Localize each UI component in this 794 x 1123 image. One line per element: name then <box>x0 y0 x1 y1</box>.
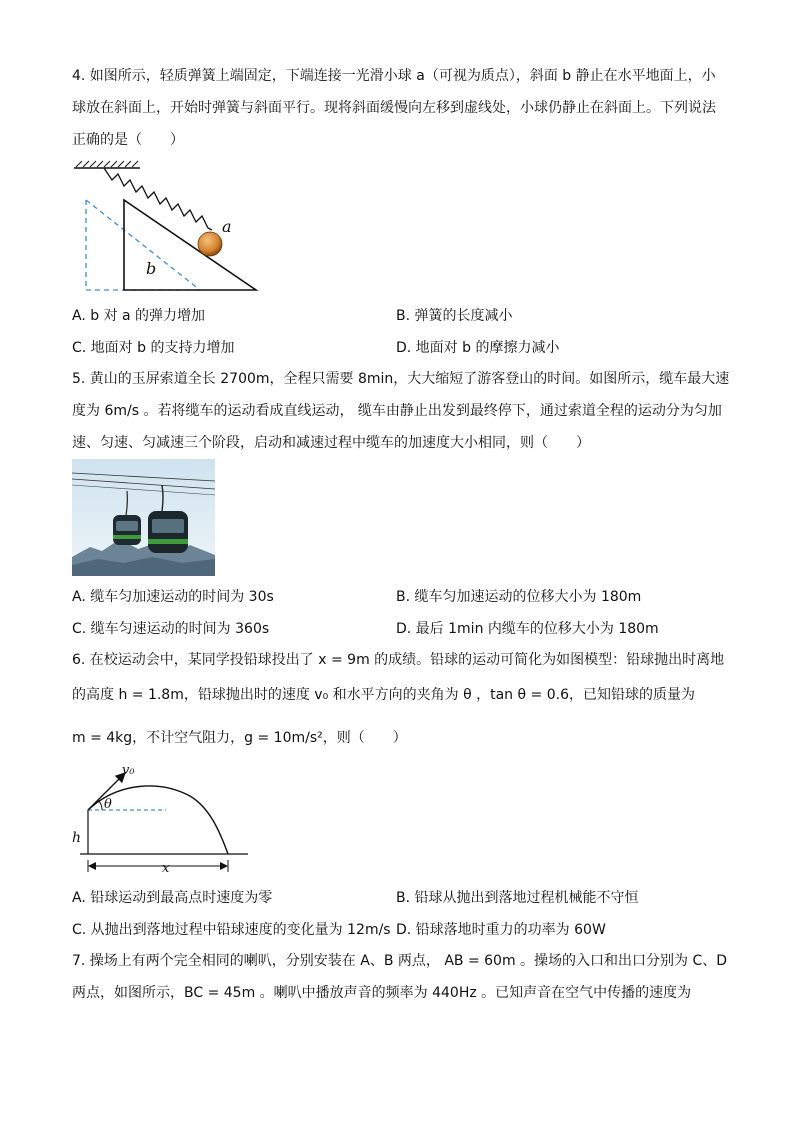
q5-stem-line-3: 速、匀速、匀减速三个阶段，启动和减速过程中缆车的加速度大小相同，则（ ） <box>72 435 590 451</box>
q4-option-d: D. 地面对 b 的摩擦力减小 <box>396 340 560 356</box>
q6-option-d: D. 铅球落地时重力的功率为 60W <box>396 922 606 938</box>
q4-stem-line-1: 4. 如图所示，轻质弹簧上端固定，下端连接一光滑小球 a（可视为质点），斜面 b 静止在水平地面上，小 <box>72 68 716 84</box>
q6-distance-label: x <box>162 861 170 876</box>
q4-option-a: A. b 对 a 的弹力增加 <box>72 308 206 324</box>
q5-stem-line-2: 度为 6m/s 。若将缆车的运动看成直线运动， 缆车由静止出发到最终停下，通过索道全程的运动分为匀加 <box>72 403 722 419</box>
q4-figure-spring-incline <box>70 160 270 295</box>
q6-shot-put-trajectory <box>70 762 250 877</box>
q5-option-a: A. 缆车匀加速运动的时间为 30s <box>72 589 274 605</box>
q4-ball-label: a <box>222 217 232 236</box>
q6-option-a: A. 铅球运动到最高点时速度为零 <box>72 890 273 906</box>
q6-option-b: B. 铅球从抛出到落地过程机械能不守恒 <box>396 890 639 906</box>
q5-stem-line-1: 5. 黄山的玉屏索道全长 2700m，全程只需要 8min，大大缩短了游客登山的时间。如图所示，缆车最大速 <box>72 371 730 387</box>
q6-option-c: C. 从抛出到落地过程中铅球速度的变化量为 12m/s <box>72 922 391 938</box>
q5-option-d: D. 最后 1min 内缆车的位移大小为 180m <box>396 621 659 637</box>
q6-stem-line-1: 6. 在校运动会中，某同学投铅球投出了 x = 9m 的成绩。铅球的运动可简化为如图模型：铅球抛出时离地 <box>72 652 725 668</box>
q4-option-c: C. 地面对 b 的支持力增加 <box>72 340 235 356</box>
q6-height-label: h <box>72 830 82 846</box>
q5-option-b: B. 缆车匀加速运动的位移大小为 180m <box>396 589 642 605</box>
q7-stem-line-2: 两点，如图所示，BC = 45m 。喇叭中播放声音的频率为 440Hz 。已知声音在空气中传播的速度为 <box>72 985 692 1001</box>
q6-stem-line-2: 的高度 h = 1.8m，铅球抛出时的速度 v₀ 和水平方向的夹角为 θ ，tan θ = 0.6，已知铅球的质量为 <box>72 687 695 703</box>
q6-angle-label: θ <box>104 797 112 812</box>
q5-cable-car-photo <box>72 459 215 576</box>
q4-stem-line-3: 正确的是（ ） <box>72 132 184 148</box>
q6-velocity-label: v₀ <box>122 763 135 778</box>
q7-stem-line-1: 7. 操场上有两个完全相同的喇叭，分别安装在 A、B 两点， AB = 60m 。操场的入口和出口分别为 C、D <box>72 953 728 969</box>
q4-stem-line-2: 球放在斜面上，开始时弹簧与斜面平行。现将斜面缓慢向左移到虚线处，小球仍静止在斜面上。下列说法 <box>72 100 716 116</box>
q6-stem-line-3: m = 4kg，不计空气阻力，g = 10m/s²，则（ ） <box>72 730 407 746</box>
q4-option-b: B. 弹簧的长度减小 <box>396 308 513 324</box>
q5-option-c: C. 缆车匀速运动的时间为 360s <box>72 621 270 637</box>
q4-incline-label: b <box>146 259 157 278</box>
